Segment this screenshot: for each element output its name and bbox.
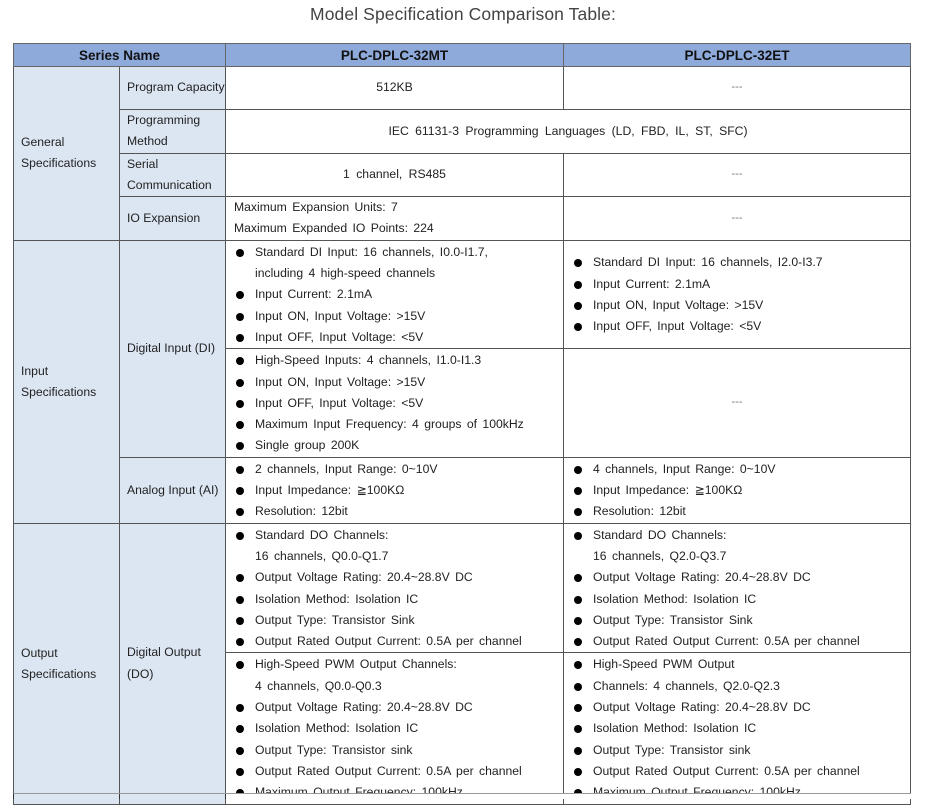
value-a-do-standard <box>226 523 564 653</box>
bullet-text: Input Impedance: ≧100KΩ <box>593 483 743 498</box>
bullet-text: Input Current: 2.1mA <box>593 276 711 291</box>
bullet-icon <box>236 617 244 625</box>
page-title: Model Specification Comparison Table: <box>310 4 616 24</box>
label-digital-output: Digital Output (DO) <box>120 523 226 804</box>
bullet-item <box>572 567 910 588</box>
bullet-icon <box>236 487 244 495</box>
bullet-icon <box>574 508 582 516</box>
bullet-text: High-Speed Inputs: 4 channels, I1.0-I1.3 <box>255 353 482 368</box>
category-output: Output Specifications <box>14 523 120 804</box>
bullet-item <box>234 501 563 522</box>
bullet-icon <box>236 661 244 669</box>
io-expansion-line: Maximum Expanded IO Points: 224 <box>234 221 434 236</box>
bullet-item <box>572 740 910 761</box>
bullet-text: Isolation Method: Isolation IC <box>593 591 757 606</box>
bullet-item <box>572 610 910 631</box>
bullet-text: Output Rated Output Current: 0.5A per channel <box>255 763 522 778</box>
bullet-item <box>572 501 910 522</box>
category-input: Input Specifications <box>14 240 120 523</box>
bullet-item <box>572 654 910 675</box>
bullet-text: Isolation Method: Isolation IC <box>593 721 757 736</box>
bullet-item <box>572 589 910 610</box>
bullet-text: Output Voltage Rating: 20.4~28.8V DC <box>255 700 473 715</box>
value-a-serial-communication: 1 channel, RS485 <box>226 153 564 197</box>
value-b-do-standard <box>564 523 911 653</box>
bullet-icon <box>574 747 582 755</box>
bullet-icon <box>574 574 582 582</box>
next-row-label-cell <box>120 794 226 799</box>
bullet-text: Channels: 4 channels, Q2.0-Q2.3 <box>593 678 780 693</box>
bullet-icon <box>574 768 582 776</box>
bullet-item <box>234 697 563 718</box>
bullet-icon <box>236 768 244 776</box>
bullet-text: Output Rated Output Current: 0.5A per channel <box>255 634 522 649</box>
bullet-item <box>572 459 910 480</box>
bullet-text: Input ON, Input Voltage: >15V <box>593 298 764 313</box>
header-row <box>14 44 911 67</box>
bullet-item <box>234 393 563 414</box>
bullet-icon <box>236 291 244 299</box>
bullet-text: Input OFF, Input Voltage: <5V <box>593 319 762 334</box>
bullet-text: Resolution: 12bit <box>593 504 686 519</box>
table-row <box>14 197 911 241</box>
bullet-icon <box>236 574 244 582</box>
value-b-analog-input <box>564 457 911 523</box>
bullet-text: Input OFF, Input Voltage: <5V <box>255 395 424 410</box>
bullet-text: Single group 200K <box>255 438 360 453</box>
value-a-io-expansion <box>226 197 564 241</box>
bullet-icon <box>236 596 244 604</box>
bullet-item <box>572 631 910 652</box>
bullet-item <box>234 740 563 761</box>
io-expansion-line: Maximum Expansion Units: 7 <box>234 200 398 215</box>
bullet-item <box>572 525 910 546</box>
bullet-text: Standard DO Channels: <box>593 527 727 542</box>
bullet-icon <box>574 661 582 669</box>
label-io-expansion: IO Expansion <box>120 197 226 241</box>
bullet-icon <box>236 638 244 646</box>
bullet-icon <box>574 466 582 474</box>
bullet-text: 2 channels, Input Range: 0~10V <box>255 461 438 476</box>
bullet-text: Standard DI Input: 16 channels, I2.0-I3.7 <box>593 255 823 270</box>
bullet-icon <box>236 334 244 342</box>
bullet-item <box>572 274 910 295</box>
bullet-item <box>234 480 563 501</box>
bullet-item <box>234 459 563 480</box>
value-b-do-pwm <box>564 653 911 804</box>
bullet-item <box>572 316 910 337</box>
label-digital-input: Digital Input (DI) <box>120 240 226 457</box>
bullet-icon <box>236 508 244 516</box>
table-row <box>14 457 911 523</box>
bullet-text: Output Voltage Rating: 20.4~28.8V DC <box>255 570 473 585</box>
bullet-text: Standard DI Input: 16 channels, I0.0-I1.7, <box>255 244 488 259</box>
bullet-icon <box>236 532 244 540</box>
bullet-item <box>572 761 910 782</box>
model-a-header: PLC-DPLC-32MT <box>226 44 564 67</box>
label-serial-communication: Serial Communication <box>120 153 226 197</box>
bullet-icon <box>574 487 582 495</box>
bullet-item <box>234 610 563 631</box>
bullet-text: 4 channels, Q0.0-Q0.3 <box>255 678 382 693</box>
bullet-icon <box>236 747 244 755</box>
bullet-item <box>572 295 910 316</box>
value-a-do-pwm <box>226 653 564 804</box>
label-analog-input: Analog Input (AI) <box>120 457 226 523</box>
next-row-partial <box>13 793 911 799</box>
bullet-icon <box>574 704 582 712</box>
value-b-di-high-speed: --- <box>564 349 911 457</box>
bullet-item <box>234 718 563 739</box>
bullet-text: Isolation Method: Isolation IC <box>255 721 419 736</box>
bullet-icon <box>574 323 582 331</box>
table-row <box>14 523 911 653</box>
bullet-item <box>234 654 563 675</box>
bullet-icon <box>236 379 244 387</box>
bullet-item <box>234 350 563 371</box>
bullet-text: 4 channels, Input Range: 0~10V <box>593 461 776 476</box>
bullet-item-continuation <box>234 263 563 284</box>
value-a-di-high-speed <box>226 349 564 457</box>
bullet-item <box>572 697 910 718</box>
bullet-item <box>234 372 563 393</box>
bullet-icon <box>574 683 582 691</box>
bullet-item <box>572 252 910 273</box>
table-row <box>14 240 911 348</box>
bullet-icon <box>574 596 582 604</box>
value-b-serial-communication: --- <box>564 153 911 197</box>
bullet-item <box>234 327 563 348</box>
bullet-icon <box>574 259 582 267</box>
bullet-icon <box>574 302 582 310</box>
value-a-analog-input <box>226 457 564 523</box>
bullet-text: Input OFF, Input Voltage: <5V <box>255 329 424 344</box>
bullet-icon <box>574 638 582 646</box>
bullet-item <box>234 242 563 263</box>
value-b-io-expansion: --- <box>564 197 911 241</box>
bullet-text: Output Rated Output Current: 0.5A per channel <box>593 763 860 778</box>
category-general: General Specifications <box>14 67 120 241</box>
bullet-icon <box>236 421 244 429</box>
bullet-icon <box>236 725 244 733</box>
table-row <box>14 110 911 154</box>
bullet-icon <box>236 400 244 408</box>
bullet-item <box>234 525 563 546</box>
value-b-program-capacity: --- <box>564 67 911 110</box>
table-row <box>14 67 911 110</box>
bullet-item <box>234 306 563 327</box>
bullet-icon <box>574 532 582 540</box>
bullet-text: Output Rated Output Current: 0.5A per channel <box>593 634 860 649</box>
bullet-text: 16 channels, Q2.0-Q3.7 <box>593 548 727 563</box>
bullet-item-continuation <box>234 546 563 567</box>
bullet-icon <box>236 704 244 712</box>
bullet-icon <box>236 313 244 321</box>
bullet-item <box>572 718 910 739</box>
bullet-text: Output Type: Transistor Sink <box>255 612 415 627</box>
bullet-text: Input ON, Input Voltage: >15V <box>255 308 426 323</box>
value-b-di-standard <box>564 240 911 348</box>
bullet-text: Output Type: Transistor sink <box>593 742 751 757</box>
bullet-text: 16 channels, Q0.0-Q1.7 <box>255 548 389 563</box>
bullet-item <box>572 480 910 501</box>
bullet-text: Input Impedance: ≧100KΩ <box>255 483 405 498</box>
bullet-text: Isolation Method: Isolation IC <box>255 591 419 606</box>
bullet-text: Resolution: 12bit <box>255 504 348 519</box>
bullet-text: Output Voltage Rating: 20.4~28.8V DC <box>593 700 811 715</box>
bullet-item <box>572 676 910 697</box>
bullet-text: High-Speed PWM Output Channels: <box>255 657 457 672</box>
bullet-icon <box>574 281 582 289</box>
bullet-text: Output Voltage Rating: 20.4~28.8V DC <box>593 570 811 585</box>
bullet-text: Maximum Input Frequency: 4 groups of 100kHz <box>255 417 524 432</box>
value-a-program-capacity: 512KB <box>226 67 564 110</box>
label-program-capacity: Program Capacity <box>120 67 226 110</box>
model-b-header: PLC-DPLC-32ET <box>564 44 911 67</box>
bullet-text: High-Speed PWM Output <box>593 657 735 672</box>
next-row-category-cell <box>14 794 120 799</box>
label-programming-method: Programming Method <box>120 110 226 154</box>
bullet-item <box>234 631 563 652</box>
bullet-item <box>234 435 563 456</box>
table-row <box>14 153 911 197</box>
bullet-item-continuation <box>234 676 563 697</box>
bullet-text: Input ON, Input Voltage: >15V <box>255 374 426 389</box>
bullet-icon <box>236 466 244 474</box>
bullet-text: Output Type: Transistor sink <box>255 742 413 757</box>
bullet-text: Input Current: 2.1mA <box>255 287 373 302</box>
bullet-item-continuation <box>572 546 910 567</box>
bullet-text: Standard DO Channels: <box>255 527 389 542</box>
bullet-item <box>234 414 563 435</box>
spec-comparison-table <box>13 43 911 805</box>
value-programming-method: IEC 61131-3 Programming Languages (LD, FBD, IL, ST, SFC) <box>226 110 911 154</box>
bullet-icon <box>236 249 244 257</box>
value-a-di-standard <box>226 240 564 348</box>
bullet-item <box>234 761 563 782</box>
bullet-icon <box>574 617 582 625</box>
bullet-text: Output Type: Transistor Sink <box>593 612 753 627</box>
bullet-item <box>234 284 563 305</box>
bullet-icon <box>236 442 244 450</box>
series-name-header: Series Name <box>14 44 226 67</box>
bullet-icon <box>574 725 582 733</box>
bullet-item <box>234 589 563 610</box>
bullet-icon <box>236 357 244 365</box>
bullet-item <box>234 567 563 588</box>
bullet-text: including 4 high-speed channels <box>255 266 436 281</box>
